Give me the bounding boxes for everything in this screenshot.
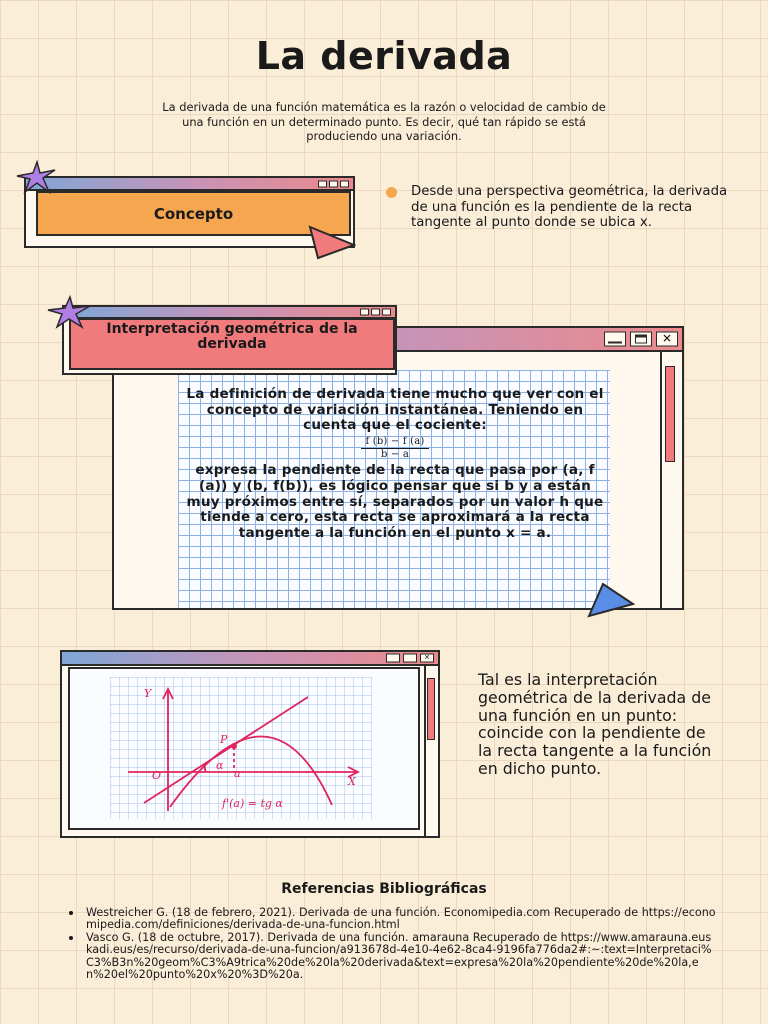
window-close-icon[interactable] xyxy=(340,180,349,187)
concept-bullet-text: Desde una perspectiva geométrica, la derivada de una función es la pendiente de la recta tangente al punto donde se ubica x. xyxy=(411,184,728,231)
sparkle-star-icon xyxy=(46,295,92,329)
references-list xyxy=(66,907,716,981)
window-maximize-icon[interactable] xyxy=(329,180,338,187)
tangent-point xyxy=(231,743,237,749)
definition-text xyxy=(183,387,607,542)
reference-item: Vasco G. (18 de octubre, 2017). Derivada de una función. amarauna Recuperado de https://www.amarauna.euskadi.eus/es/recurso/derivada-de-una-funcion/a913678d-4e10-4e62-8ca4-9196fa776da2#:~:text=Interpretaci%C3%B3n%20geom%C3%A9trica%20de%20la%20derivada&text=expresa%20la%20pendiente%20de%20la,en%20el%20punto%20x%20%3D%20a. xyxy=(66,932,716,982)
window-minimize-icon[interactable] xyxy=(386,654,400,663)
cursor-arrow-icon xyxy=(585,582,635,618)
definition-text-before: La definición de derivada tiene mucho que ver con el concepto de variación instantánea. Teniendo en cuenta que el cociente: xyxy=(186,386,604,434)
fraction-numerator: f (b) − f (a) xyxy=(361,436,428,449)
derivative-formula: f'(a) = tg α xyxy=(222,797,283,810)
graph-window-titlebar xyxy=(62,652,438,666)
window-maximize-icon[interactable] xyxy=(630,332,652,347)
window-close-icon[interactable] xyxy=(382,309,391,316)
references-title: Referencias Bibliográficas xyxy=(281,881,487,897)
interpretation-label: Interpretación geométrica de la derivada xyxy=(69,318,395,370)
page-title: La derivada xyxy=(255,34,513,78)
window-controls xyxy=(360,309,391,316)
window-maximize-icon[interactable] xyxy=(403,654,417,663)
y-axis-label: Y xyxy=(144,687,152,700)
origin-label: O xyxy=(152,769,162,782)
fraction-denominator: b − a xyxy=(380,449,410,461)
cursor-arrow-icon xyxy=(306,225,356,261)
x-axis-label: X xyxy=(348,775,356,788)
angle-label: α xyxy=(216,759,224,772)
concept-label: Concepto xyxy=(36,191,351,236)
reference-item: Westreicher G. (18 de febrero, 2021). Derivada de una función. Economipedia.com Recuperado de https://economipedia.com/definiciones/derivada-de-una-funcion.html xyxy=(66,907,716,932)
window-controls xyxy=(386,654,434,663)
window-controls xyxy=(604,332,678,347)
concept-window-titlebar xyxy=(26,178,353,191)
window-minimize-icon[interactable] xyxy=(604,332,626,347)
intro-paragraph: La derivada de una función matemática es la razón o velocidad de cambio de una función en un determinado punto. Es decir, qué tan rápido se está produciendo una variación. xyxy=(162,100,606,143)
window-minimize-icon[interactable] xyxy=(360,309,369,316)
point-label: P xyxy=(220,733,228,746)
scrollbar-thumb[interactable] xyxy=(665,366,675,462)
window-controls xyxy=(318,180,349,187)
a-label: a xyxy=(234,767,241,780)
bullet-dot xyxy=(386,187,397,198)
window-close-icon[interactable]: ✕ xyxy=(420,654,434,663)
window-minimize-icon[interactable] xyxy=(318,180,327,187)
window-maximize-icon[interactable] xyxy=(371,309,380,316)
derivative-graph xyxy=(110,677,372,819)
conclusion-text: Tal es la interpretación geométrica de la derivada de una función en un punto: coincide con la pendiente de la recta tangente a la función en dicho punto. xyxy=(478,670,712,778)
definition-text-after: expresa la pendiente de la recta que pasa por (a, f (a)) y (b, f(b)), es lógico pensar que si b y a están muy próximos entre sí, separados por un valor h que tiende a cero, esta recta se aproximará a la recta tangente a la función en el punto x = a. xyxy=(186,462,604,541)
difference-quotient xyxy=(361,436,428,461)
scrollbar-thumb[interactable] xyxy=(427,678,435,740)
sparkle-star-icon xyxy=(15,160,57,194)
window-close-icon[interactable]: ✕ xyxy=(656,332,678,347)
